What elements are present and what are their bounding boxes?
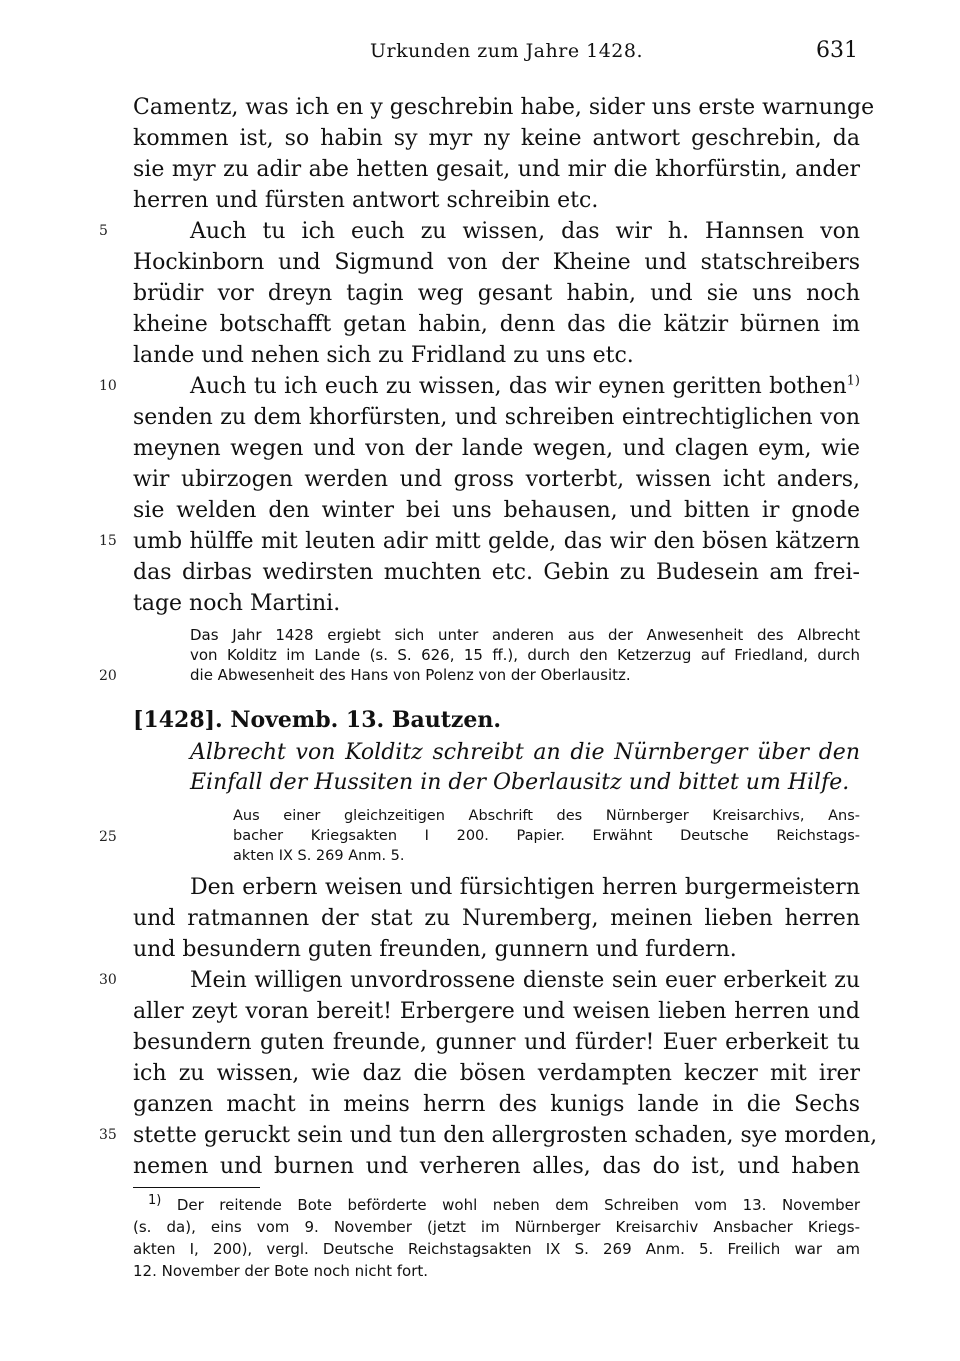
line-number: 20 [99,668,117,684]
source-note-line: bacher Kriegsakten I 200. Papier. Erwähnt Deutsche Reichstags- [233,828,860,844]
source-note-line: Aus einer gleichzeitigen Abschrift des Nürnberger Kreisarchivs, Ans- [233,808,860,824]
text-line: nemen und burnen und verheren alles, das do ist, und haben [133,1154,860,1179]
line-number: 10 [99,378,117,394]
line-number: 30 [99,972,117,988]
footnote-number: 1) [148,1193,162,1208]
line-number: 25 [99,829,117,845]
editorial-note-line: Das Jahr 1428 ergiebt sich unter anderen aus der Anwesenheit des Albrecht [190,626,860,644]
text-line-content: Auch tu ich euch zu wissen, das wir eynen geritten bothen [190,374,847,399]
text-line: sie myr zu adir abe hetten gesait, und mir die khorfürstin, ander [133,157,860,182]
text-line: Mein willigen unvordrossene dienste sein euer erberkeit zu [190,968,860,993]
text-line: Den erbern weisen und fürsichtigen herren burgermeistern [190,875,860,900]
text-line: meynen wegen und von der lande wegen, und clagen eym, wie [133,436,860,461]
text-line: besundern guten freunde, gunner und fürder! Euer erberkeit tu [133,1030,860,1055]
regest-line: Einfall der Hussiten in der Oberlausitz und bittet um Hilfe. [190,770,850,795]
document-heading: [1428]. Novemb. 13. Bautzen. [133,707,501,733]
footnote-marker: 1) [846,373,860,389]
text-line: tage noch Martini. [133,591,341,616]
text-line: kommen ist, so habin sy myr ny keine antwort geschrebin, da [133,126,860,151]
footnote-line: 12. November der Bote noch nicht fort. [133,1262,429,1280]
regest-line: Albrecht von Kolditz schreibt an die Nürnberger über den [190,740,860,765]
text-line: aller zeyt voran bereit! Erbergere und weisen lieben herren und [133,999,860,1024]
text-line: umb hülffe mit leuten adir mitt gelde, das wir den bösen kätzern [133,529,860,554]
running-title: Urkunden zum Jahre 1428. [370,40,644,62]
text-line: und besundern guten freunden, gunnern und furdern. [133,937,737,962]
text-line: senden zu dem khorfürsten, und schreiben eintrechtiglichen von [133,405,860,430]
line-number: 35 [99,1127,117,1143]
text-line [190,372,860,402]
footnote-text: Der reitende Bote beförderte wohl neben dem Schreiben vom 13. November [176,1196,860,1214]
page-number: 631 [816,38,858,63]
footnote-line: (s. da), eins vom 9. November (jetzt im Nürnberger Kreisarchiv Ansbacher Kriegs- [133,1218,860,1236]
line-number: 5 [99,223,108,239]
text-line: Camentz, was ich en y geschrebin habe, sider uns erste warnunge [133,95,875,120]
line-number: 15 [99,533,117,549]
text-line: ganzen macht in meins herrn des kunigs lande in die Sechs [133,1092,860,1117]
text-line: kheine botschafft getan habin, denn das die kätzir bürnen im [133,312,860,337]
footnote-line: akten I, 200), vergl. Deutsche Reichstagsakten IX S. 269 Anm. 5. Freilich war am [133,1240,860,1258]
editorial-note-line: von Kolditz im Lande (s. S. 626, 15 ff.), durch den Ketzerzug auf Friedland, durch [190,646,860,664]
text-line: lande und nehen sich zu Fridland zu uns etc. [133,343,634,368]
text-line: sie welden den winter bei uns behausen, und bitten ir gnode [133,498,860,523]
footnote-line [148,1194,860,1216]
text-line: wir ubirzogen werden und gross vorterbt, wissen icht anders, [133,467,860,492]
text-line: Hockinborn und Sigmund von der Kheine und statschreibers [133,250,860,275]
text-line: ich zu wissen, wie daz die bösen verdampten keczer mit irer [133,1061,860,1086]
footnote-separator [133,1187,260,1188]
source-note-line: akten IX S. 269 Anm. 5. [233,848,405,864]
text-line: stette geruckt sein und tun den allergrosten schaden, sye morden, [133,1123,878,1148]
text-line: Auch tu ich euch zu wissen, das wir h. Hannsen von [190,219,860,244]
text-line: und ratmannen der stat zu Nuremberg, meinen lieben herren [133,906,860,931]
text-line: herren und fürsten antwort schreibin etc. [133,188,599,213]
text-line: brüdir vor dreyn tagin weg gesant habin, und sie uns noch [133,281,860,306]
text-line: das dirbas wedirsten muchten etc. Gebin zu Budesein am frei- [133,560,860,585]
editorial-note-line: die Abwesenheit des Hans von Polenz von der Oberlausitz. [190,666,631,684]
